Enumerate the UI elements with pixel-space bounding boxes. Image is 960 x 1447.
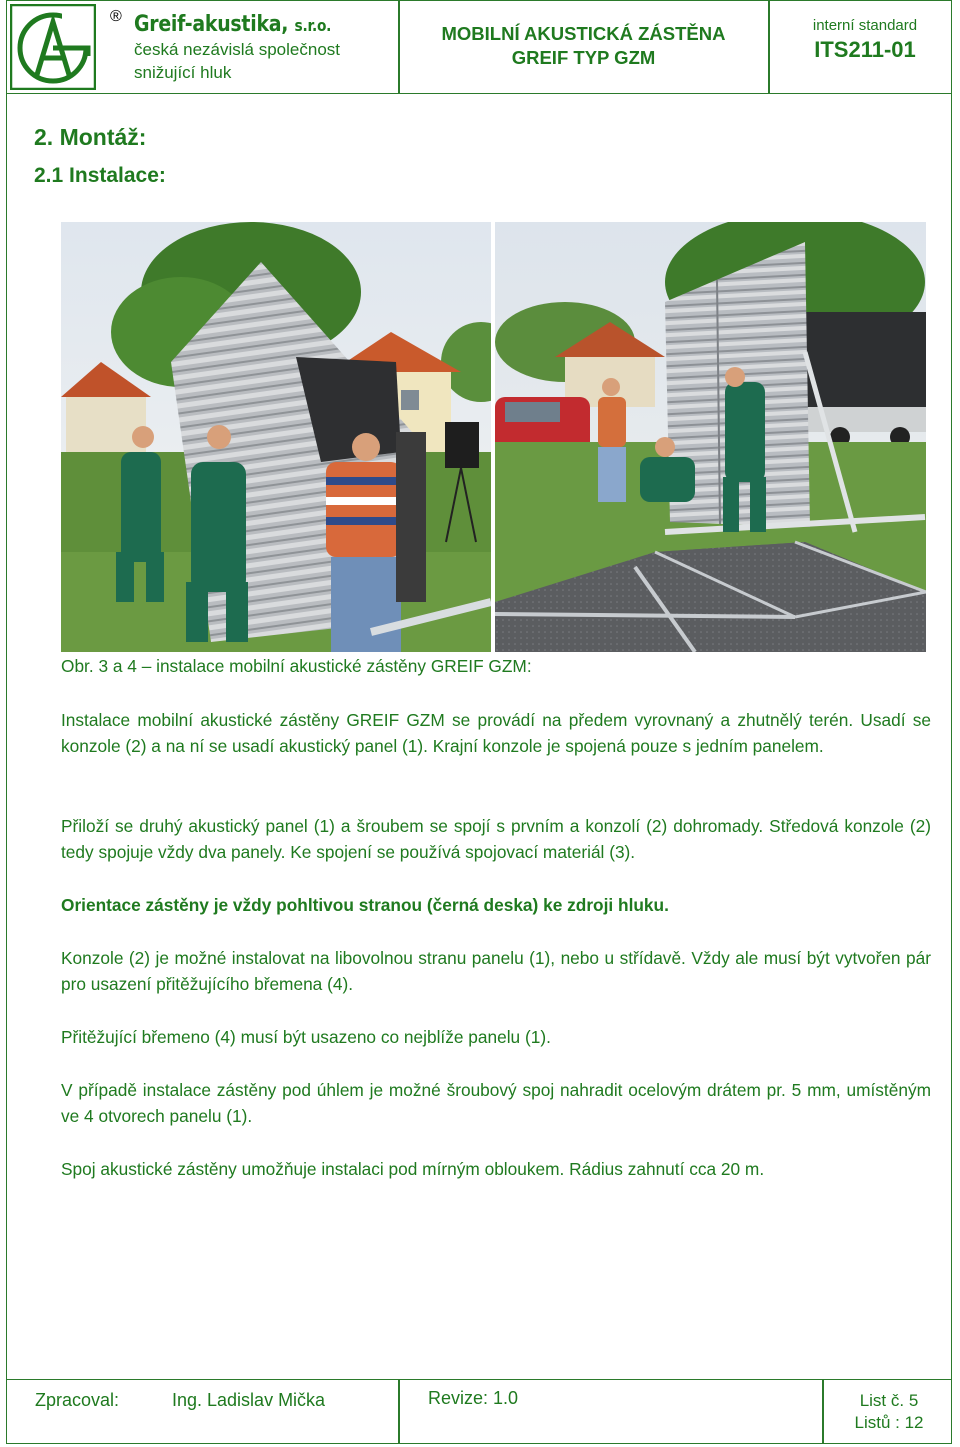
document-title-line: MOBILNÍ AKUSTICKÁ ZÁSTĚNA <box>441 23 726 44</box>
body-paragraph: V případě instalace zástěny pod úhlem je možné šroubový spoj nahradit ocelovým drátem pr. 5 mm, umístěným ve 4 otvorech panelu (1). <box>61 1080 931 1126</box>
company-name-suffix: s.r.o. <box>294 16 332 35</box>
installation-photo-2 <box>495 222 926 652</box>
prepared-by-name: Ing. Ladislav Mička <box>172 1390 326 1410</box>
revision: Revize: 1.0 <box>428 1388 519 1408</box>
company-tagline: česká nezávislá společnost <box>134 40 341 59</box>
footer-divider <box>398 1380 400 1444</box>
standard-code: ITS211-01 <box>814 37 916 62</box>
registered-mark: ® <box>110 8 122 25</box>
sheet-total: Listů : 12 <box>854 1413 924 1432</box>
document-footer <box>6 1379 952 1444</box>
body-paragraph: Instalace mobilní akustické zástěny GREIF GZM se provádí na předem vyrovnaný a zhutnělý terén. Usadí se konzole (2) a na ní se usadí akustický panel (1). Krajní konzole je spojená pouze s jedním panelem. <box>61 710 931 756</box>
standard-label: interní standard <box>812 17 918 34</box>
body-paragraph: Spoj akustické zástěny umožňuje instalaci pod mírným obloukem. Rádius zahnutí cca 20 m. <box>61 1159 765 1179</box>
installation-photo-1 <box>61 222 491 652</box>
greif-logo-icon <box>10 4 96 90</box>
body-paragraph-emphasis: Orientace zástěny je vždy pohltivou stranou (černá deska) ke zdroji hluku. <box>61 895 669 915</box>
figure-caption: Obr. 3 a 4 – instalace mobilní akustické zástěny GREIF GZM: <box>61 656 532 676</box>
body-paragraph: Konzole (2) je možné instalovat na libovolnou stranu panelu (1), nebo u střídavě. Vždy ale musí být vytvořen pár pro usazení přitěžujícího břemena (4). <box>61 948 931 994</box>
section-heading: 2. Montáž: <box>34 124 147 150</box>
sheet-number: List č. 5 <box>859 1391 919 1410</box>
document-title <box>399 22 768 70</box>
company-name-main: Greif-akustika, <box>134 12 289 37</box>
body-paragraph: Přitěžující břemeno (4) musí být usazeno co nejblíže panelu (1). <box>61 1027 551 1047</box>
sheet-info <box>824 1390 954 1434</box>
company-tagline: snižující hluk <box>134 63 232 82</box>
body-paragraph: Přiloží se druhý akustický panel (1) a šroubem se spojí s prvním a konzolí (2) dohromady. Středová konzole (2) tedy spojuje vždy dva panely. Ke spojení se používá spojovací materiál (3). <box>61 816 931 862</box>
subsection-heading: 2.1 Instalace: <box>34 164 166 187</box>
document-title-line: GREIF TYP GZM <box>511 47 656 68</box>
document-header <box>6 0 952 94</box>
company-name <box>134 12 331 37</box>
prepared-by-label: Zpracoval: <box>35 1390 120 1410</box>
